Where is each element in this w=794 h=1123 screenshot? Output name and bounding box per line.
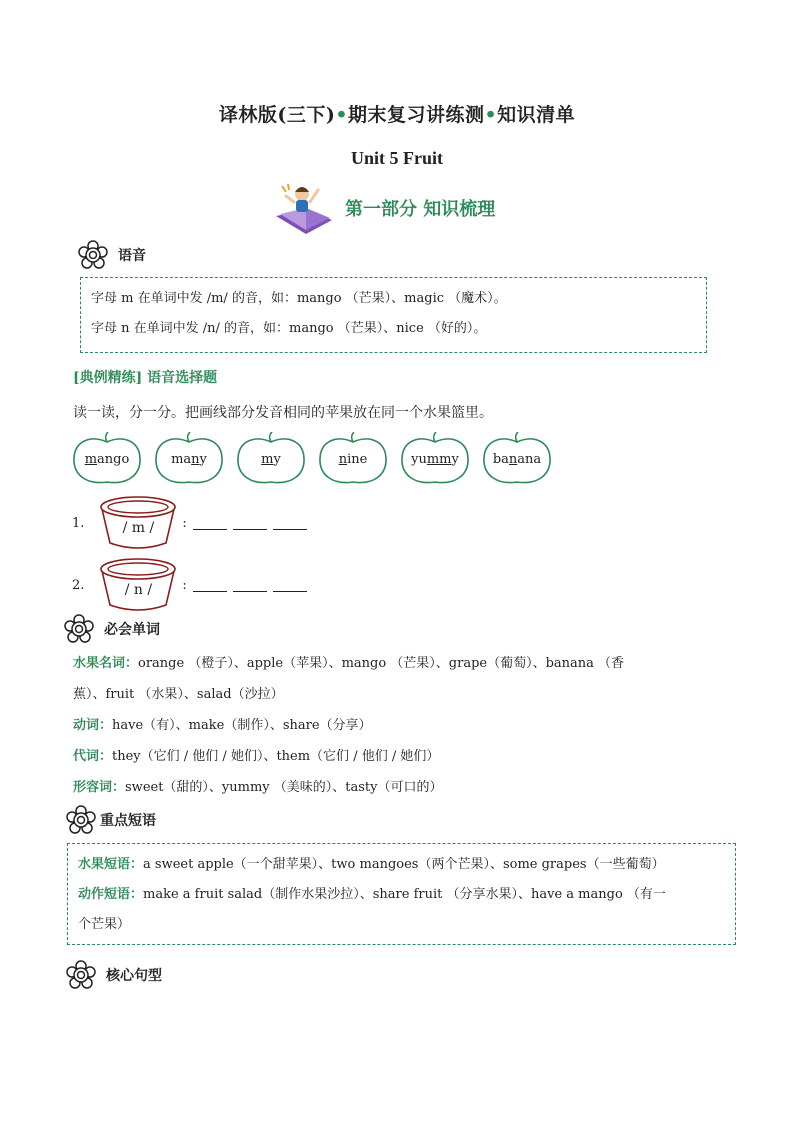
apple-card[interactable] [154,432,224,488]
section-sentences-heading [66,960,162,990]
basket-row-m [72,495,307,551]
apple-word: mango [84,452,130,467]
word-row: 水果名词：orange （橙子）、apple（苹果）、mango （芒果）、grape（葡萄）、banana （香 [73,656,625,671]
phrase-row: 水果短语：a sweet apple（一个甜苹果）、two mangoes（两个芒果）、some grapes（一些葡萄） [78,857,665,872]
phonics-rule-n: 字母 n 在单词中发 /n/ 的音，如：mango （芒果）、nice （好的）。 [91,321,487,336]
item-number: 2. [72,577,85,593]
apple-word: my [261,452,281,467]
phrases-box [67,843,736,945]
apple-row [72,432,564,488]
section-title: 语音 [118,248,146,264]
answer-blank[interactable] [233,579,267,592]
phonics-rule-m: 字母 m 在单词中发 /m/ 的音，如：mango （芒果）、magic （魔术）。 [91,291,507,306]
colon: : [182,515,187,531]
basket-sound: / m / [122,520,155,536]
apple-card[interactable] [236,432,306,488]
colon: : [182,577,187,593]
section-phonics-heading [78,240,146,270]
instruction-text: 读一读，分一分。把画线部分发音相同的苹果放在同一个水果篮里。 [73,405,493,421]
apple-word: nine [338,452,368,467]
apple-card[interactable] [482,432,552,488]
answer-blank[interactable] [233,517,267,530]
answer-blank[interactable] [193,579,227,592]
title-part-2: 期末复习讲练测 [347,104,485,126]
example-label: [典例精练] 语音选择题 [73,370,218,386]
apple-card[interactable] [400,432,470,488]
phrase-row: 个芒果） [78,917,131,932]
answer-blank[interactable] [273,579,307,592]
word-row: 代词：they（它们 / 他们 / 她们）、them（它们 / 他们 / 她们） [73,749,440,764]
item-number: 1. [72,515,85,531]
section-title: 必会单词 [104,622,160,638]
flower-icon [66,805,96,835]
word-row: 形容词：sweet（甜的）、yummy （美味的）、tasty（可口的） [73,780,443,795]
apple-word: banana [492,452,542,467]
title-part-3: 知识清单 [497,104,576,126]
apple-card[interactable] [318,432,388,488]
page-title [0,100,794,127]
basket-row-n [72,557,307,613]
unit-title: Unit 5 Fruit [351,148,443,168]
word-row: 动词：have（有）、make（制作）、share（分享） [73,718,372,733]
flower-icon [66,960,96,990]
apple-word: yummy [411,452,459,467]
apple-word: many [171,452,207,467]
title-part-1: 译林版(三下) [218,104,336,126]
word-row: 蕉）、fruit （水果）、salad（沙拉） [73,687,284,702]
title-dot: • [484,104,498,126]
words-list [73,648,733,803]
section-title: 核心句型 [106,968,162,984]
section-title: 重点短语 [100,813,156,829]
apple-card[interactable] [72,432,142,488]
phrase-row: 动作短语：make a fruit salad（制作水果沙拉）、share fruit （分享水果）、have a mango （有一 [78,887,666,902]
answer-blank[interactable] [193,517,227,530]
part-title: 第一部分 知识梳理 [345,199,496,220]
flower-icon [78,240,108,270]
phonics-box [80,277,707,353]
flower-icon [64,614,94,644]
basket-sound: / n / [124,582,153,598]
answer-blank[interactable] [273,517,307,530]
basket-icon[interactable] [98,557,178,613]
reading-boy-icon [272,180,340,240]
section-words-heading [64,614,160,644]
basket-icon[interactable] [98,495,178,551]
section-phrases-heading [66,805,156,835]
title-dot: • [335,104,348,126]
